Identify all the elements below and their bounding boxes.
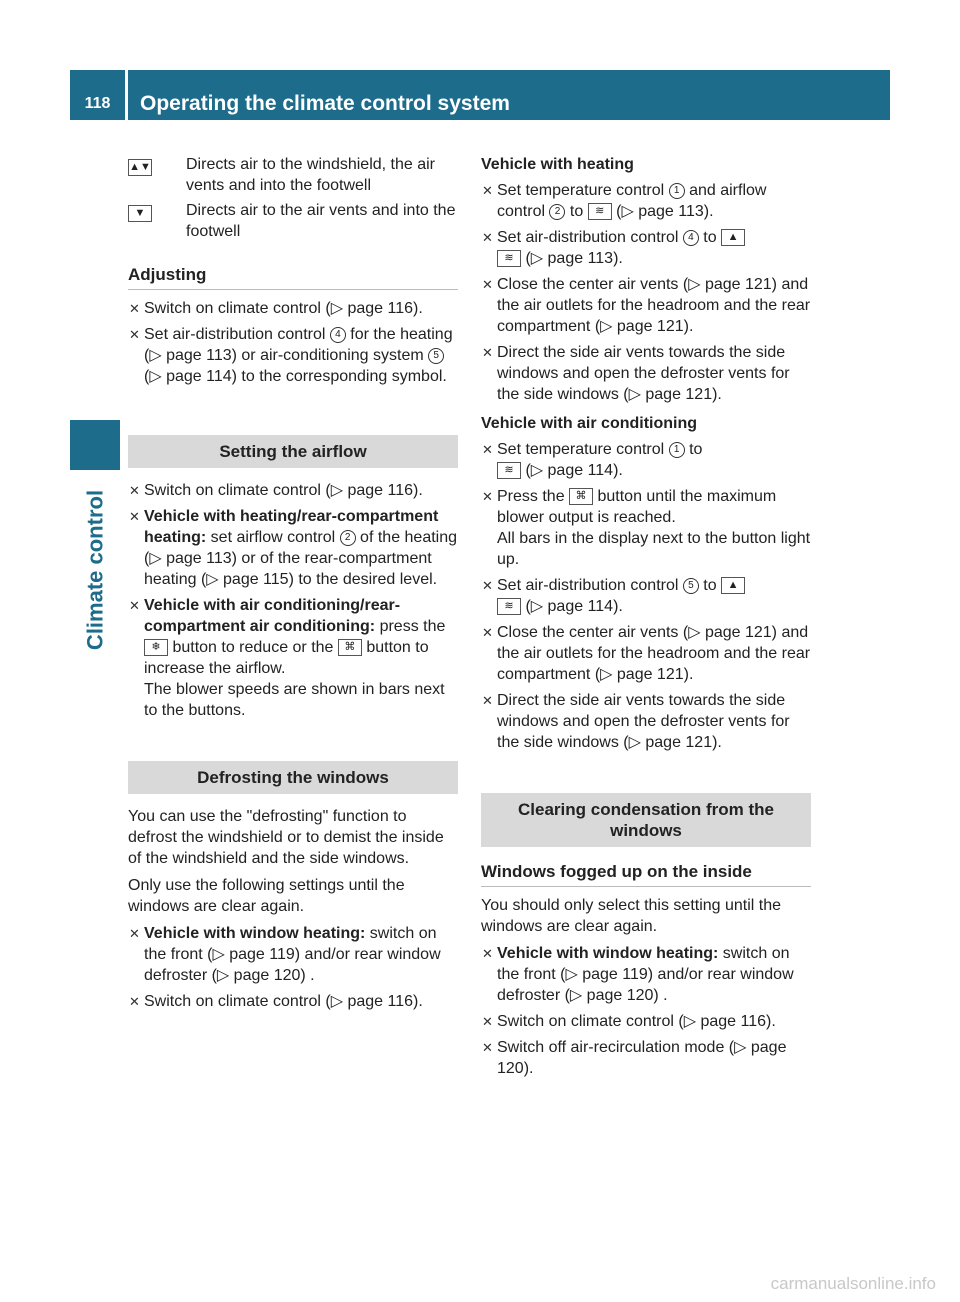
bullet-arrow-icon: ✕ — [482, 578, 493, 593]
defrost-icon: ≋ — [497, 462, 521, 479]
side-tab-marker — [70, 420, 120, 470]
right-column — [481, 150, 811, 1084]
bullet-arrow-icon: ✕ — [482, 489, 493, 504]
control-number-badge: 2 — [549, 204, 565, 220]
paragraph: You should only select this setting until the windows are clear again. — [481, 897, 782, 935]
list-item: ✕ Set air-distribution control 5 to ▲ ≋ (▷ page 114). — [481, 575, 811, 617]
bullet-arrow-icon: ✕ — [482, 625, 493, 640]
fan-up-icon: ⌘ — [338, 639, 362, 656]
list-item: ✕ Switch on climate control (▷ page 116). — [129, 993, 423, 1010]
bullet-arrow-icon: ✕ — [482, 277, 493, 292]
list-item: ✕ Direct the side air vents towards the side windows and open the defroster vents for the side windows (▷ page 121). — [482, 344, 790, 403]
list-item: ✕ Switch off air-recirculation mode (▷ page 120). — [482, 1039, 787, 1077]
page-header — [70, 70, 890, 120]
defrost-section-heading: Defrosting the windows — [128, 761, 458, 794]
bullet-arrow-icon: ✕ — [482, 946, 493, 961]
list-item: ✕ Vehicle with air conditioning/rear-compartment air conditioning: press the ❄ button to reduce or the ⌘ button to increase the airflow. The blower speeds are shown in bars next to the buttons. — [129, 597, 446, 719]
paragraph: You can use the "defrosting" function to defrost the windshield or to demist the inside of the windshield and the side windows. — [128, 808, 444, 867]
bullet-arrow-icon: ✕ — [129, 301, 140, 316]
heating-heading: Vehicle with heating — [481, 156, 634, 173]
defrost-icon: ≋ — [588, 203, 612, 220]
page-title: Operating the climate control system — [140, 92, 510, 115]
bullet-arrow-icon: ✕ — [129, 926, 140, 941]
list-item: ✕ Press the ⌘ button until the maximum blower output is reached. All bars in the display next to the button light up. — [482, 488, 811, 568]
up-down-arrow-icon: ▲▼ — [128, 159, 152, 176]
list-item: ✕ Switch on climate control (▷ page 116). — [482, 1013, 776, 1030]
list-item: ✕ Vehicle with window heating: switch on the front (▷ page 119) and/or rear window defroster (▷ page 120) . — [482, 945, 794, 1004]
control-number-badge: 4 — [683, 230, 699, 246]
up-arrow-icon: ▲ — [721, 229, 745, 246]
list-item: ✕ Close the center air vents (▷ page 121) and the air outlets for the headroom and the rear compartment (▷ page 121). — [482, 624, 811, 683]
bullet-arrow-icon: ✕ — [482, 345, 493, 360]
control-number-badge: 5 — [428, 348, 444, 364]
watermark: carmanualsonline.info — [770, 1274, 936, 1293]
icon-row-windshield — [128, 154, 458, 196]
fan-down-icon: ❄ — [144, 639, 168, 656]
list-item: ✕ Close the center air vents (▷ page 121) and the air outlets for the headroom and the rear compartment (▷ page 121). — [482, 276, 811, 335]
list-item: ✕ Vehicle with heating/rear-compartment heating: set airflow control 2 of the heating (▷ page 113) or of the rear-compartment heating (▷ page 115) to the desired level. — [129, 508, 458, 588]
list-item: ✕ Set air-distribution control 4 for the heating (▷ page 113) or air-conditioning system 5 (▷ page 114) to the corresponding symbol. — [129, 326, 453, 385]
airflow-section-heading: Setting the airflow — [128, 435, 458, 468]
defrost-icon: ≋ — [497, 598, 521, 615]
icon-row-text: Directs air to the windshield, the air vents and into the footwell — [186, 156, 435, 194]
list-item: ✕ Set temperature control 1 to ≋ (▷ page 114). — [482, 441, 703, 479]
bullet-arrow-icon: ✕ — [129, 509, 140, 524]
bullet-arrow-icon: ✕ — [129, 483, 140, 498]
control-number-badge: 2 — [340, 530, 356, 546]
defrost-icon: ≋ — [497, 250, 521, 267]
paragraph: Only use the following settings until the windows are clear again. — [128, 877, 405, 915]
fan-up-icon: ⌘ — [569, 488, 593, 505]
left-column — [128, 150, 458, 1017]
list-item: ✕ Vehicle with window heating: switch on the front (▷ page 119) and/or rear window defroster (▷ page 120) . — [129, 925, 441, 984]
page-number: 118 — [84, 95, 111, 112]
bullet-arrow-icon: ✕ — [482, 693, 493, 708]
bullet-arrow-icon: ✕ — [482, 1014, 493, 1029]
list-item: ✕ Set temperature control 1 and airflow control 2 to ≋ (▷ page 113). — [482, 182, 767, 220]
list-item: ✕ Set air-distribution control 4 to ▲ ≋ (▷ page 113). — [481, 227, 811, 269]
ac-heading: Vehicle with air conditioning — [481, 415, 698, 432]
bullet-arrow-icon: ✕ — [482, 183, 493, 198]
icon-row-text: Directs air to the air vents and into the footwell — [186, 202, 456, 240]
bullet-arrow-icon: ✕ — [482, 1040, 493, 1055]
control-number-badge: 4 — [330, 327, 346, 343]
list-item: ✕ Switch on climate control (▷ page 116). — [129, 300, 423, 317]
bullet-arrow-icon: ✕ — [129, 598, 140, 613]
control-number-badge: 5 — [683, 578, 699, 594]
side-chapter-label: Climate control — [82, 489, 108, 651]
adjusting-heading: Adjusting — [128, 264, 458, 290]
control-number-badge: 1 — [669, 183, 685, 199]
list-item: ✕ Direct the side air vents towards the side windows and open the defroster vents for the side windows (▷ page 121). — [482, 692, 790, 751]
bullet-arrow-icon: ✕ — [129, 327, 140, 342]
bullet-arrow-icon: ✕ — [482, 442, 493, 457]
list-item: ✕ Switch on climate control (▷ page 116). — [129, 482, 423, 499]
fogged-windows-heading: Windows fogged up on the inside — [481, 861, 811, 887]
bullet-arrow-icon: ✕ — [129, 994, 140, 1009]
bullet-arrow-icon: ✕ — [482, 230, 493, 245]
header-divider — [125, 70, 128, 120]
condensation-section-heading: Clearing condensation from the windows — [481, 793, 811, 847]
icon-row-vents — [128, 200, 458, 242]
down-arrow-icon: ▼ — [128, 205, 152, 222]
up-arrow-icon: ▲ — [721, 577, 745, 594]
control-number-badge: 1 — [669, 442, 685, 458]
